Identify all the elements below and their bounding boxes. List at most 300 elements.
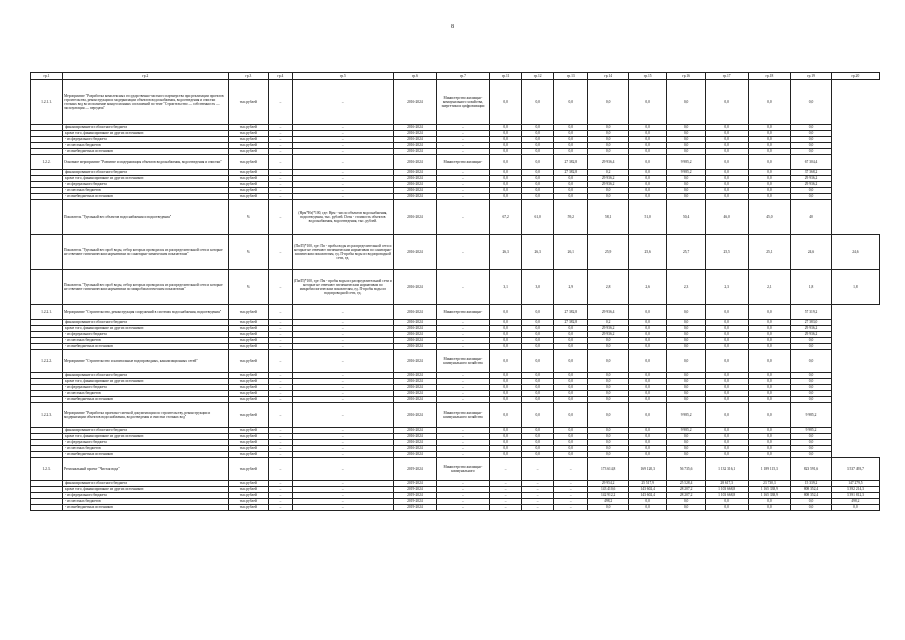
- table-cell: 0,0: [628, 452, 666, 458]
- table-cell: 143 602,4: [628, 493, 666, 499]
- table-cell: 3 391 812,3: [831, 493, 879, 499]
- table-cell: 0,0: [705, 188, 748, 194]
- table-cell: –: [269, 188, 292, 194]
- column-header: гр.16: [667, 73, 705, 80]
- table-cell: тыс.рублей: [228, 505, 269, 511]
- table-cell: –: [269, 137, 292, 143]
- table-cell: –: [554, 481, 588, 487]
- table-cell: –: [269, 344, 292, 350]
- table-cell: 0,0: [748, 373, 791, 379]
- table-cell: 0,0: [554, 452, 588, 458]
- table-cell: 0,0: [667, 137, 705, 143]
- table-cell: 29 936,2: [791, 332, 832, 338]
- table-cell: –: [554, 493, 588, 499]
- table-cell: 498,2: [588, 499, 629, 505]
- table-cell: 27 382,8: [554, 305, 588, 320]
- table-cell: 0,0: [791, 344, 832, 350]
- table-cell: 0,0: [554, 403, 588, 428]
- table-cell: 0,0: [667, 391, 705, 397]
- table-cell: 1.2.2.1.: [31, 305, 63, 320]
- table-cell: 2016-2024: [394, 270, 437, 305]
- table-cell: 0,0: [791, 385, 832, 391]
- table-cell: –: [269, 350, 292, 373]
- table-cell: 0,0: [667, 379, 705, 385]
- table-cell: –: [522, 499, 554, 505]
- table-cell: –: [436, 188, 489, 194]
- table-cell: –: [436, 505, 489, 511]
- table-cell: –: [269, 452, 292, 458]
- table-cell: 0,0: [554, 385, 588, 391]
- table-cell: 2016-2024: [394, 385, 437, 391]
- table-cell: 2016-2024: [394, 373, 437, 379]
- table-cell: –: [269, 428, 292, 434]
- table-cell: 0,0: [748, 188, 791, 194]
- table-cell: 0,0: [748, 505, 791, 511]
- table-cell: –: [269, 379, 292, 385]
- table-cell: 0,0: [628, 505, 666, 511]
- table-cell: –: [436, 176, 489, 182]
- table-cell: –: [436, 338, 489, 344]
- table-cell: 0,0: [490, 344, 522, 350]
- table-cell: 0,0: [522, 332, 554, 338]
- table-cell: 0,0: [748, 176, 791, 182]
- table-cell: тыс.рублей: [228, 350, 269, 373]
- table-cell: 0,0: [522, 320, 554, 326]
- table-cell: 0,0: [748, 332, 791, 338]
- table-cell: –: [436, 143, 489, 149]
- table-cell: 0,0: [667, 434, 705, 440]
- table-cell: 2016-2024: [394, 176, 437, 182]
- table-cell: 0,0: [554, 143, 588, 149]
- table-cell: 0,0: [628, 326, 666, 332]
- table-cell: –: [436, 481, 489, 487]
- table-cell: –: [292, 131, 393, 137]
- table-cell: 0,0: [522, 446, 554, 452]
- column-header: гр.7: [436, 73, 489, 80]
- table-cell: кроме того, финансирование из других источников:: [63, 176, 229, 182]
- table-cell: 0,0: [667, 131, 705, 137]
- table-cell: –: [269, 143, 292, 149]
- measure-row: [31, 305, 880, 320]
- table-cell: 0,0: [490, 403, 522, 428]
- table-cell: 0,0: [705, 326, 748, 332]
- table-cell: 29 936,2: [588, 176, 629, 182]
- column-header: гр.20: [831, 73, 879, 80]
- table-cell: 808 352,4: [791, 493, 832, 499]
- table-cell: –: [292, 391, 393, 397]
- table-cell: 1 165 338,9: [748, 487, 791, 493]
- table-cell: 0,0: [667, 149, 705, 155]
- table-cell: тыс.рублей: [228, 149, 269, 155]
- table-cell: - из федерального бюджета: [63, 493, 229, 499]
- table-cell: Министерство жилищно-коммунального: [436, 458, 489, 481]
- table-cell: 2016-2024: [394, 320, 437, 326]
- table-cell: –: [269, 385, 292, 391]
- table-cell: –: [292, 137, 393, 143]
- table-cell: 0,0: [667, 176, 705, 182]
- table-cell: - из федерального бюджета: [63, 182, 229, 188]
- table-cell: Министерство жилищно-коммунального хозяйства: [436, 350, 489, 373]
- table-cell: 0,0: [705, 434, 748, 440]
- table-cell: 0,0: [490, 137, 522, 143]
- table-cell: 0,0: [522, 194, 554, 200]
- table-cell: 27 382,8: [554, 320, 588, 326]
- table-cell: 0,0: [667, 182, 705, 188]
- table-cell: - из местных бюджетов: [63, 188, 229, 194]
- table-cell: 0,0: [705, 80, 748, 125]
- table-cell: 0,0: [748, 403, 791, 428]
- table-cell: 0,0: [748, 125, 791, 131]
- table-cell: –: [269, 235, 292, 270]
- table-cell: 142 912,2: [588, 493, 629, 499]
- table-cell: –: [436, 391, 489, 397]
- table-cell: 2016-2024: [394, 452, 437, 458]
- table-cell: 0,0: [588, 373, 629, 379]
- table-cell: 3 537 493,7: [831, 458, 879, 481]
- table-cell: 0,0: [628, 149, 666, 155]
- table-cell: 2016-2024: [394, 80, 437, 125]
- table-cell: тыс.рублей: [228, 458, 269, 481]
- table-cell: 25,9: [588, 235, 629, 270]
- table-cell: 0,0: [705, 338, 748, 344]
- table-cell: –: [269, 338, 292, 344]
- table-cell: 2,9: [554, 270, 588, 305]
- table-cell: 0,0: [588, 131, 629, 137]
- funding-source-row: [31, 505, 880, 511]
- table-cell: Мероприятие "Строительство и капитальные водопроводных, канализационных сетей": [63, 350, 229, 373]
- table-cell: –: [436, 131, 489, 137]
- column-header: гр.4: [269, 73, 292, 80]
- table-cell: 0,0: [628, 379, 666, 385]
- table-cell: 3 392 214,3: [831, 487, 879, 493]
- table-cell: –: [269, 194, 292, 200]
- table-cell: 1 103 668,8: [705, 487, 748, 493]
- table-cell: 0,0: [667, 505, 705, 511]
- table-cell: 2019-2024: [394, 493, 437, 499]
- table-cell: 28 617,3: [705, 481, 748, 487]
- table-cell: 27 382,8: [554, 170, 588, 176]
- table-cell: 29 936,4: [588, 155, 629, 170]
- table-cell: - из внебюджетных источников: [63, 452, 229, 458]
- table-cell: –: [554, 499, 588, 505]
- table-cell: 51,0: [628, 200, 666, 235]
- table-cell: 0,0: [554, 188, 588, 194]
- table-cell: 0,0: [831, 505, 879, 511]
- table-cell: 0,0: [588, 188, 629, 194]
- table-cell: –: [292, 373, 393, 379]
- table-cell: –: [269, 446, 292, 452]
- table-cell: 9 985,2: [791, 428, 832, 434]
- table-cell: 0,0: [554, 332, 588, 338]
- table-cell: 25 528,4: [667, 481, 705, 487]
- column-header: гр.17: [705, 73, 748, 80]
- table-cell: тыс.рублей: [228, 326, 269, 332]
- measure-row: [31, 403, 880, 428]
- table-cell: 0,0: [522, 440, 554, 446]
- table-cell: %: [228, 235, 269, 270]
- table-cell: 0,0: [554, 373, 588, 379]
- table-cell: 2016-2024: [394, 434, 437, 440]
- table-cell: 0,0: [791, 131, 832, 137]
- table-cell: 0,0: [522, 125, 554, 131]
- table-cell: 0,0: [667, 188, 705, 194]
- table-cell: тыс.рублей: [228, 440, 269, 446]
- table-cell: 2016-2024: [394, 200, 437, 235]
- table-cell: 2016-2024: [394, 131, 437, 137]
- table-cell: 0,0: [490, 182, 522, 188]
- table-cell: Показатель "Удельный вес объектов водоснабжения и водоотведения": [63, 200, 229, 235]
- table-cell: 0,0: [667, 397, 705, 403]
- table-cell: 0,0: [667, 320, 705, 326]
- table-cell: 0,0: [522, 403, 554, 428]
- table-cell: –: [269, 487, 292, 493]
- table-cell: –: [269, 403, 292, 428]
- table-cell: 29 936,2: [791, 176, 832, 182]
- table-cell: 25,1: [748, 235, 791, 270]
- table-cell: 0,0: [554, 434, 588, 440]
- table-cell: Министерство жилищно-: [436, 155, 489, 170]
- table-cell: 29 936,2: [588, 326, 629, 332]
- table-cell: тыс.рублей: [228, 182, 269, 188]
- table-cell: 0,0: [490, 125, 522, 131]
- table-cell: - из внебюджетных источников: [63, 505, 229, 511]
- table-cell: Мероприятие "Строительство, реконструкция сооружений в системах водоснабжения, водоотведения": [63, 305, 229, 320]
- table-cell: –: [269, 434, 292, 440]
- table-cell: кроме того, финансирование из других источников:: [63, 326, 229, 332]
- table-cell: 0,0: [748, 170, 791, 176]
- table-cell: (Пп/П)*100, где: Пп - пробы воды из распределительной сети и которые не отвечают гигиеническим нормативам по санитарно-химическим показателям, ед. П-пробы воды из водопроводной сети, ед.: [292, 235, 393, 270]
- table-cell: - из местных бюджетов: [63, 338, 229, 344]
- table-cell: - из местных бюджетов: [63, 499, 229, 505]
- table-cell: 0,0: [490, 397, 522, 403]
- table-cell: 0,0: [791, 194, 832, 200]
- table-cell: 2,3: [705, 270, 748, 305]
- table-cell: 0,0: [554, 428, 588, 434]
- table-cell: –: [269, 397, 292, 403]
- column-header: гр.19: [791, 73, 832, 80]
- table-cell: –: [292, 481, 393, 487]
- table-cell: тыс.рублей: [228, 143, 269, 149]
- table-cell: 0,0: [791, 373, 832, 379]
- table-cell: 0,0: [748, 379, 791, 385]
- table-cell: 0,0: [522, 326, 554, 332]
- table-cell: - из федерального бюджета: [63, 385, 229, 391]
- table-cell: 0,0: [522, 452, 554, 458]
- table-cell: 25,5: [705, 235, 748, 270]
- table-cell: тыс.рублей: [228, 176, 269, 182]
- table-cell: 25 517,9: [628, 481, 666, 487]
- table-cell: –: [269, 481, 292, 487]
- table-cell: –: [269, 505, 292, 511]
- table-cell: (Пм/П)*100, где: Пм - пробы воды из распределительной сети и которые не отвечают гигиеническим нормативам по микробиологическим показателям, ед. П-пробы воды из водопроводной сети, ед.: [292, 270, 393, 305]
- table-cell: тыс.рублей: [228, 446, 269, 452]
- table-cell: 26,3: [490, 235, 522, 270]
- column-header: гр.12: [522, 73, 554, 80]
- table-cell: –: [436, 434, 489, 440]
- table-cell: финансирование из областного бюджета: [63, 125, 229, 131]
- table-cell: 1 103 668,8: [705, 493, 748, 499]
- table-cell: 0,0: [705, 428, 748, 434]
- table-cell: –: [436, 235, 489, 270]
- table-cell: Мероприятие "Разработка комплексных государственно-частного партнерства при реализации проектов строительства, реконструкции и модернизации объектов водоснабжения, водоотведения и очистки сточных вод во исполнение концессионных соглашений по теме "Строительство — собственность — эксплуатация — передача": [63, 80, 229, 125]
- table-cell: –: [292, 385, 393, 391]
- column-header: гр.1: [31, 73, 63, 80]
- table-cell: тыс.рублей: [228, 125, 269, 131]
- table-cell: 0,0: [628, 320, 666, 326]
- table-cell: 0,0: [705, 452, 748, 458]
- table-cell: тыс.рублей: [228, 320, 269, 326]
- table-cell: 9 985,2: [667, 403, 705, 428]
- table-cell: –: [269, 326, 292, 332]
- table-cell: тыс.рублей: [228, 452, 269, 458]
- table-cell: 0,0: [554, 149, 588, 155]
- table-cell: финансирование из областного бюджета: [63, 320, 229, 326]
- column-header: гр.18: [748, 73, 791, 80]
- table-cell: –: [436, 487, 489, 493]
- table-cell: –: [292, 428, 393, 434]
- table-cell: кроме того, финансирование из других источников:: [63, 131, 229, 137]
- table-cell: 0,0: [667, 499, 705, 505]
- table-cell: 27 383,0: [791, 320, 832, 326]
- table-cell: 0,0: [554, 344, 588, 350]
- measure-row: [31, 200, 880, 235]
- table-cell: 0,0: [554, 182, 588, 188]
- table-cell: 0,0: [628, 143, 666, 149]
- table-cell: 0,0: [748, 440, 791, 446]
- table-cell: –: [490, 481, 522, 487]
- table-cell: 0,0: [791, 338, 832, 344]
- table-cell: 0,0: [522, 385, 554, 391]
- table-cell: 29 936,2: [588, 182, 629, 188]
- table-cell: 0,0: [522, 149, 554, 155]
- table-cell: –: [554, 505, 588, 511]
- table-cell: 143 410,6: [588, 487, 629, 493]
- column-header: гр.14: [588, 73, 629, 80]
- table-cell: 2016-2024: [394, 235, 437, 270]
- table-cell: 0,0: [705, 305, 748, 320]
- table-cell: 0,0: [588, 397, 629, 403]
- table-cell: –: [292, 505, 393, 511]
- table-cell: 61,0: [522, 200, 554, 235]
- table-cell: –: [292, 397, 393, 403]
- table-cell: 0,0: [628, 188, 666, 194]
- table-cell: 23 730,3: [748, 481, 791, 487]
- table-cell: 0,0: [490, 143, 522, 149]
- table-cell: 0,0: [791, 350, 832, 373]
- table-cell: 0,0: [748, 143, 791, 149]
- table-cell: тыс.рублей: [228, 170, 269, 176]
- table-cell: 28 207,2: [667, 493, 705, 499]
- table-cell: - из внебюджетных источников: [63, 194, 229, 200]
- table-cell: 0,0: [628, 397, 666, 403]
- table-cell: –: [522, 487, 554, 493]
- table-cell: 2016-2024: [394, 305, 437, 320]
- table-cell: 0,0: [628, 373, 666, 379]
- table-cell: –: [554, 487, 588, 493]
- table-cell: 0,0: [667, 305, 705, 320]
- table-cell: 0,0: [588, 446, 629, 452]
- table-cell: 2,8: [588, 270, 629, 305]
- table-cell: 0,0: [705, 332, 748, 338]
- table-cell: 0,0: [705, 143, 748, 149]
- table-cell: 0,0: [490, 194, 522, 200]
- table-cell: 67 304,4: [791, 155, 832, 170]
- table-cell: 0,0: [522, 155, 554, 170]
- table-cell: 0,0: [628, 155, 666, 170]
- table-cell: 0,0: [628, 182, 666, 188]
- table-cell: –: [436, 499, 489, 505]
- column-header-row: [31, 73, 880, 80]
- table-cell: 0,0: [588, 385, 629, 391]
- measure-row: [31, 155, 880, 170]
- table-cell: 0,0: [748, 499, 791, 505]
- table-cell: - из местных бюджетов: [63, 446, 229, 452]
- table-cell: 1 189 115,3: [748, 458, 791, 481]
- measure-row: [31, 458, 880, 481]
- table-cell: 0,0: [490, 350, 522, 373]
- table-cell: 2016-2024: [394, 332, 437, 338]
- table-cell: –: [436, 385, 489, 391]
- table-cell: –: [436, 493, 489, 499]
- table-cell: 0,0: [588, 350, 629, 373]
- table-cell: - из федерального бюджета: [63, 440, 229, 446]
- table-cell: 173 614,8: [588, 458, 629, 481]
- table-cell: 2019-2024: [394, 458, 437, 481]
- table-cell: 0,0: [628, 131, 666, 137]
- table-cell: 0,0: [791, 446, 832, 452]
- table-cell: 56 735,6: [667, 458, 705, 481]
- table-cell: 0,0: [490, 320, 522, 326]
- table-cell: 29 936,2: [588, 332, 629, 338]
- table-cell: 0,0: [522, 131, 554, 137]
- table-cell: 2016-2024: [394, 344, 437, 350]
- table-cell: 0,0: [490, 385, 522, 391]
- table-cell: 0,0: [490, 80, 522, 125]
- table-cell: Основное мероприятие "Развитие и модернизация объектов водоснабжения, водоотведения и очистки": [63, 155, 229, 170]
- table-cell: - из внебюджетных источников: [63, 397, 229, 403]
- table-cell: 0,0: [490, 188, 522, 194]
- table-cell: –: [269, 458, 292, 481]
- table-cell: –: [522, 481, 554, 487]
- table-cell: 0,0: [748, 320, 791, 326]
- table-cell: 0,0: [667, 385, 705, 391]
- table-cell: 0,0: [554, 326, 588, 332]
- table-cell: 0,0: [522, 344, 554, 350]
- table-cell: тыс.рублей: [228, 305, 269, 320]
- table-cell: Региональный проект "Чистая вода": [63, 458, 229, 481]
- table-cell: 2016-2024: [394, 194, 437, 200]
- table-cell: 0,0: [522, 188, 554, 194]
- table-cell: 0,0: [522, 379, 554, 385]
- table-cell: –: [522, 493, 554, 499]
- table-cell: 0,0: [705, 373, 748, 379]
- table-cell: 0,0: [554, 446, 588, 452]
- table-cell: Мероприятие "Разработка проектно-сметной документации по строительству, реконструкции и модернизации объектов водоснабжения, водоотведения и очистки сточных вод": [63, 403, 229, 428]
- table-cell: 0,0: [588, 428, 629, 434]
- table-cell: 0,0: [522, 80, 554, 125]
- table-cell: 0,0: [522, 143, 554, 149]
- table-cell: 57 319,2: [791, 305, 832, 320]
- table-cell: 0,0: [554, 80, 588, 125]
- table-cell: –: [436, 440, 489, 446]
- table-cell: –: [292, 440, 393, 446]
- table-cell: 0,0: [667, 143, 705, 149]
- table-cell: тыс.рублей: [228, 332, 269, 338]
- table-cell: 0,0: [791, 143, 832, 149]
- table-cell: 0,0: [667, 194, 705, 200]
- table-cell: 0,0: [628, 440, 666, 446]
- table-cell: –: [292, 332, 393, 338]
